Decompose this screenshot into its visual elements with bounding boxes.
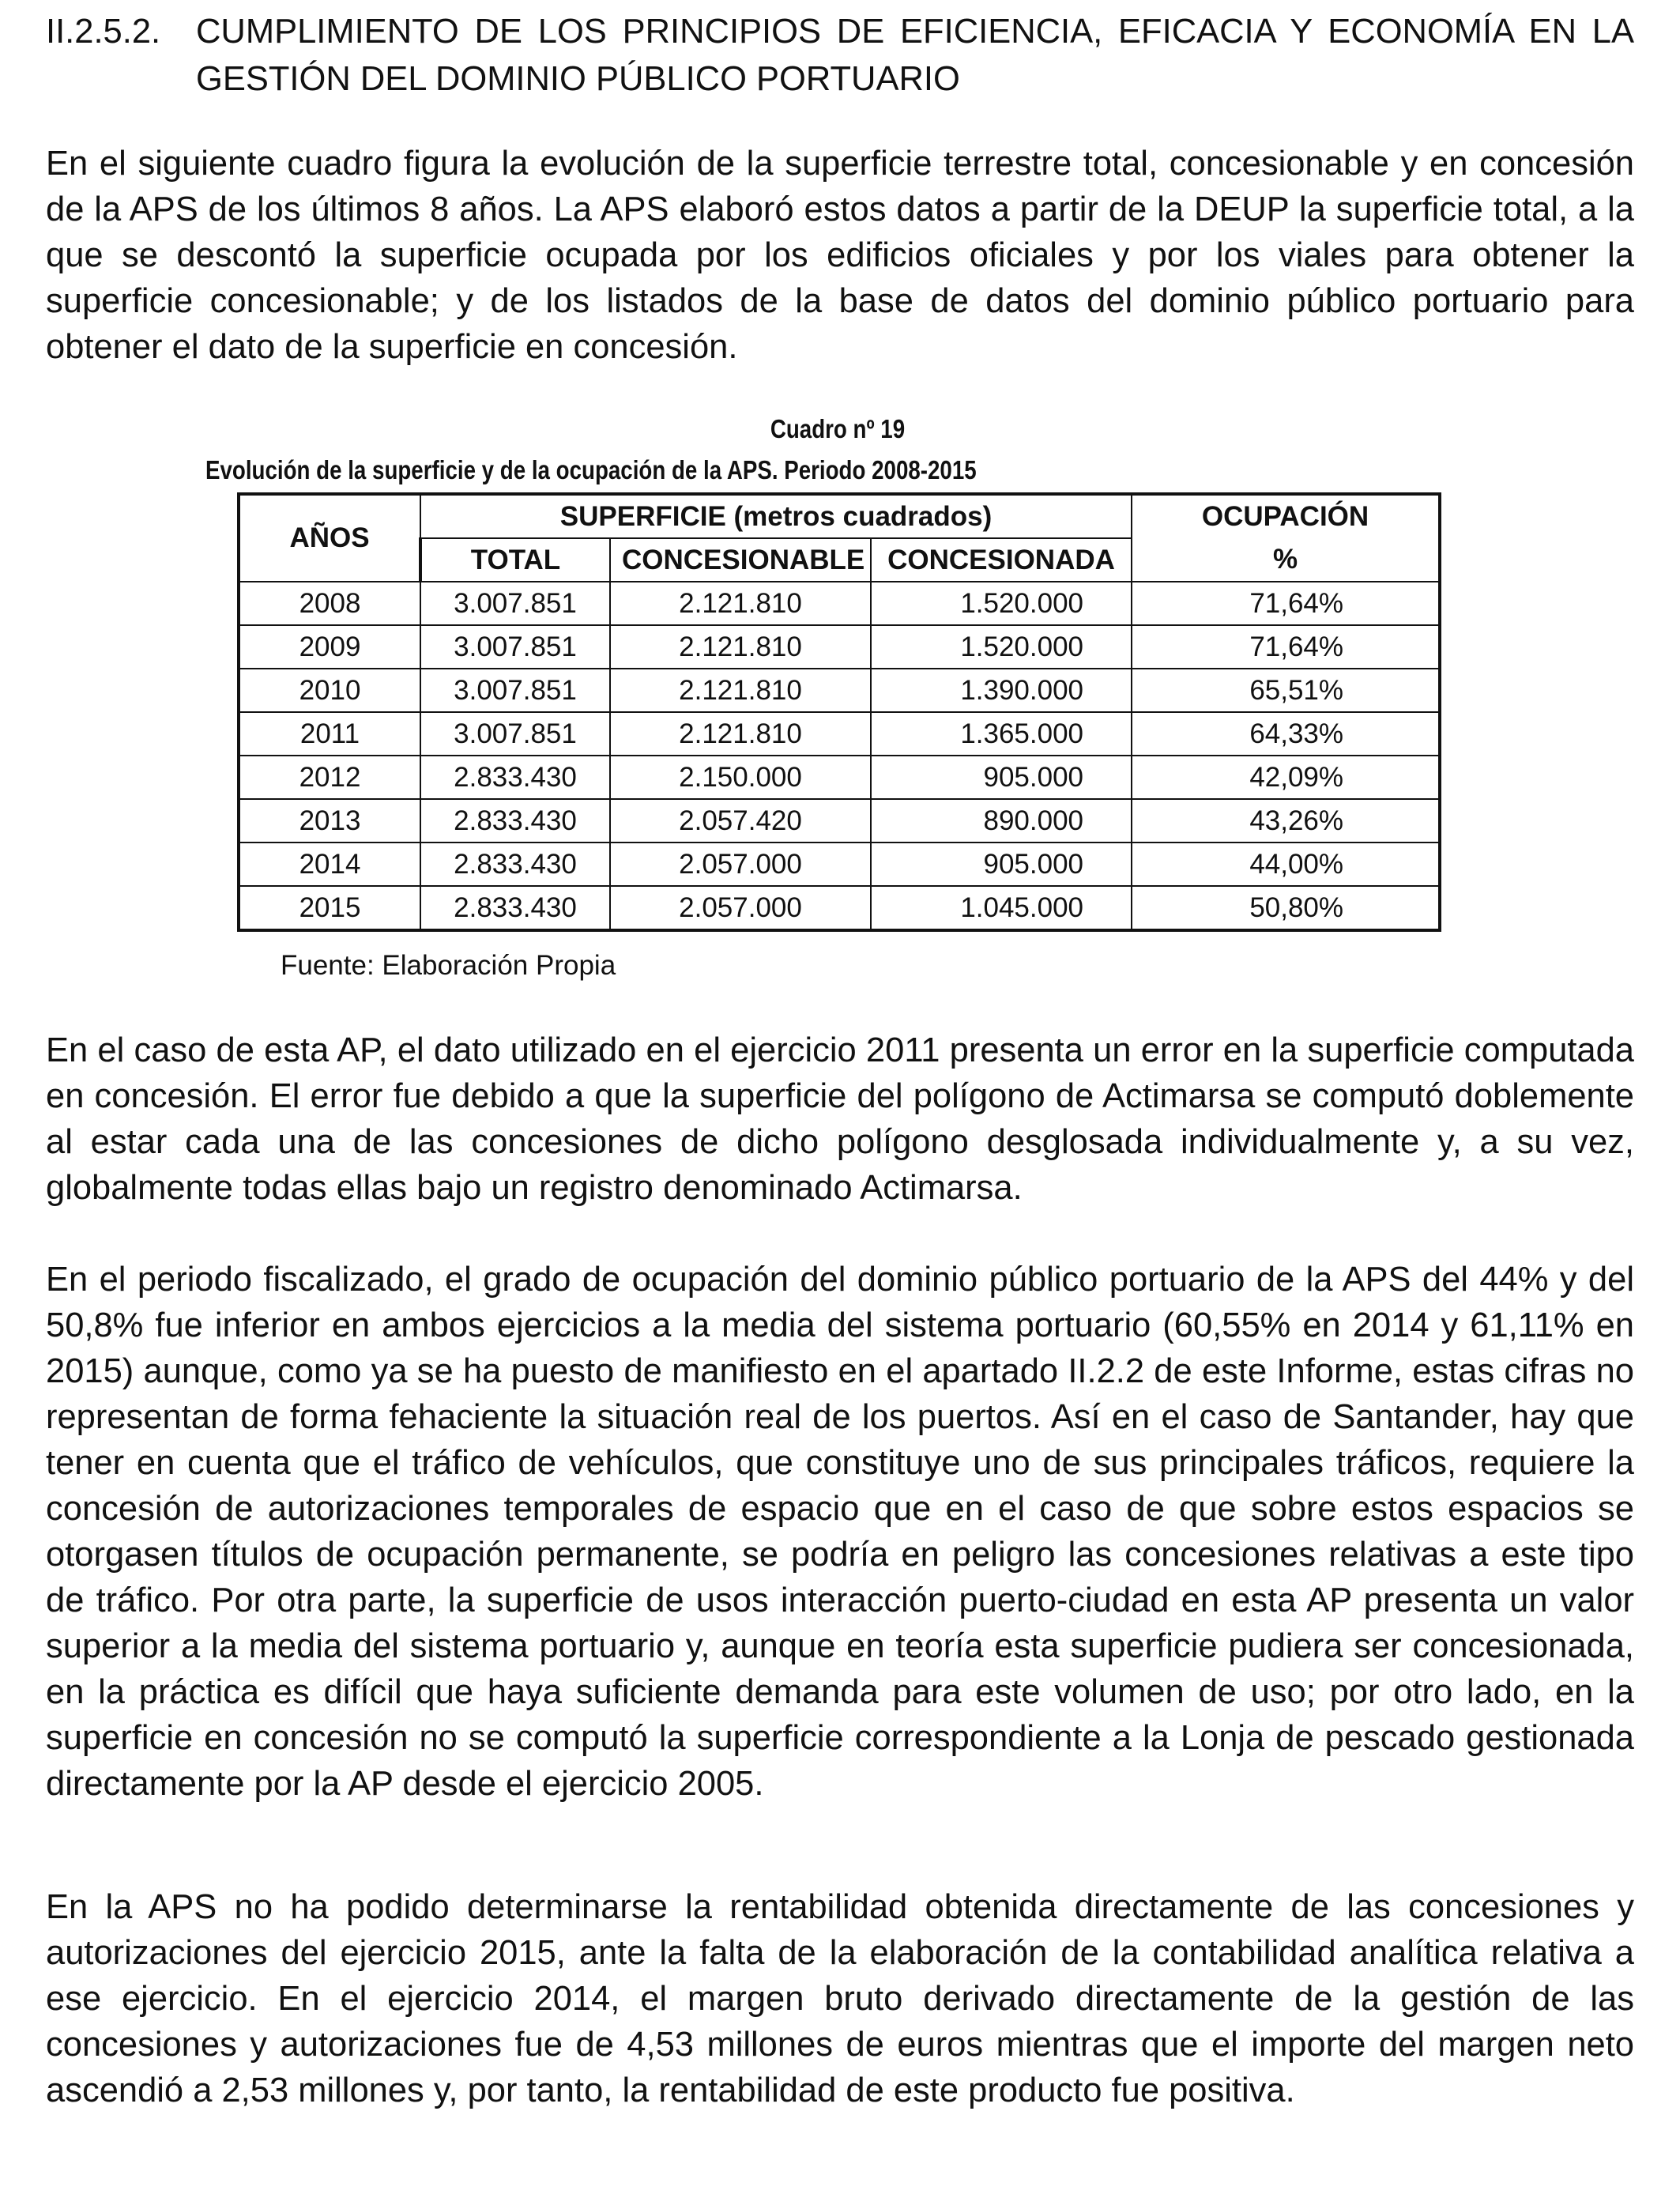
cell-concesionable: 2.057.000 [610, 843, 871, 886]
header-years: AÑOS [239, 494, 420, 582]
cell-ocupacion: 42,09% [1132, 756, 1440, 799]
section-number: II.2.5.2. [46, 13, 161, 51]
table-row [239, 756, 1440, 799]
header-occupation: OCUPACIÓN [1132, 494, 1440, 538]
cell-concesionable: 2.121.810 [610, 625, 871, 669]
cell-year: 2013 [239, 799, 420, 843]
cell-concesionada: 1.365.000 [871, 712, 1132, 756]
cell-concesionada: 1.520.000 [871, 625, 1132, 669]
header-concesionable: CONCESIONABLE [610, 538, 871, 582]
cell-concesionada: 905.000 [871, 756, 1132, 799]
section-heading [46, 8, 1634, 103]
table-source: Fuente: Elaboración Propia [281, 950, 616, 981]
cell-ocupacion: 65,51% [1132, 669, 1440, 712]
section-title: CUMPLIMIENTO DE LOS PRINCIPIOS DE EFICIENCIA, EFICACIA Y ECONOMÍA EN LA GESTIÓN DEL DOMINIO PÚBLICO PORTUARIO [196, 13, 1634, 98]
cell-ocupacion: 64,33% [1132, 712, 1440, 756]
cell-concesionable: 2.057.000 [610, 886, 871, 930]
table-row [239, 886, 1440, 930]
cell-concesionable: 2.121.810 [610, 669, 871, 712]
table-caption: Cuadro nº 19 [770, 414, 906, 443]
paragraph-rentabilidad: En la APS no ha podido determinarse la rentabilidad obtenida directamente de las concesiones y autorizaciones del ejercicio 2015, ante la falta de la elaboración de la contabilidad analítica relativa a ese ejercicio. En el ejercicio 2014, el margen bruto derivado directamente de la gestión de las concesiones y autorizaciones fue de 4,53 millones de euros mientras que el importe del margen neto ascendió a 2,53 millones y, por tanto, la rentabilidad de este producto fue positiva. [46, 1888, 1634, 2109]
cell-concesionable: 2.057.420 [610, 799, 871, 843]
paragraph-error-2011: En el caso de esta AP, el dato utilizado en el ejercicio 2011 presenta un error en la superficie computada en concesión. El error fue debido a que la superficie del polígono de Actimarsa se computó doblemente al estar cada una de las concesiones de dicho polígono desglosada individualmente y, a su vez, globalmente todas ellas bajo un registro denominado Actimarsa. [46, 1031, 1634, 1207]
cell-concesionada: 1.520.000 [871, 582, 1132, 625]
cell-ocupacion: 50,80% [1132, 886, 1440, 930]
cell-total: 2.833.430 [420, 843, 610, 886]
cell-total: 3.007.851 [420, 582, 610, 625]
paragraph-intro: En el siguiente cuadro figura la evolución de la superficie terrestre total, concesionable y en concesión de la APS de los últimos 8 años. La APS elaboró estos datos a partir de la DEUP la superficie total, a la que se descontó la superficie ocupada por los edificios oficiales y por los viales para obtener la superficie concesionable; y de los listados de la base de datos del dominio público portuario para obtener el dato de la superficie en concesión. [46, 145, 1634, 366]
cell-total: 2.833.430 [420, 756, 610, 799]
cell-year: 2008 [239, 582, 420, 625]
surface-occupation-table [237, 492, 1441, 932]
header-percent: % [1132, 538, 1440, 582]
cell-ocupacion: 43,26% [1132, 799, 1440, 843]
cell-total: 2.833.430 [420, 799, 610, 843]
cell-concesionada: 905.000 [871, 843, 1132, 886]
cell-total: 3.007.851 [420, 625, 610, 669]
cell-year: 2009 [239, 625, 420, 669]
cell-concesionada: 890.000 [871, 799, 1132, 843]
table-row [239, 669, 1440, 712]
paragraph-ocupacion: En el periodo fiscalizado, el grado de ocupación del dominio público portuario de la APS del 44% y del 50,8% fue inferior en ambos ejercicios a la media del sistema portuario (60,55% en 2014 y 61,11% en 2015) aunque, como ya se ha puesto de manifiesto en el apartado II.2.2 de este Informe, estas cifras no representan de forma fehaciente la situación real de los puertos. Así en el caso de Santander, hay que tener en cuenta que el tráfico de vehículos, que constituye uno de sus principales tráficos, requiere la concesión de autorizaciones temporales de espacio que en el caso de que sobre estos espacios se otorgasen títulos de ocupación permanente, se podría en peligro las concesiones relativas a este tipo de tráfico. Por otra parte, la superficie de usos interacción puerto-ciudad en esta AP presenta un valor superior a la media del sistema portuario y, aunque en teoría esta superficie pudiera ser concesionada, en la práctica es difícil que haya suficiente demanda para este volumen de uso; por otro lado, en la superficie en concesión no se computó la superficie correspondiente a la Lonja de pescado gestionada directamente por la AP desde el ejercicio 2005. [46, 1261, 1634, 1803]
table-row [239, 799, 1440, 843]
table-row [239, 712, 1440, 756]
cell-year: 2010 [239, 669, 420, 712]
table-subtitle: Evolución de la superficie y de la ocupación de la APS. Periodo 2008-2015 [205, 455, 977, 484]
cell-concesionada: 1.045.000 [871, 886, 1132, 930]
cell-ocupacion: 71,64% [1132, 582, 1440, 625]
cell-concesionada: 1.390.000 [871, 669, 1132, 712]
table-row [239, 843, 1440, 886]
header-concesionada: CONCESIONADA [871, 538, 1132, 582]
cell-concesionable: 2.150.000 [610, 756, 871, 799]
cell-year: 2012 [239, 756, 420, 799]
cell-total: 3.007.851 [420, 712, 610, 756]
header-surface-group: SUPERFICIE (metros cuadrados) [420, 494, 1132, 538]
cell-concesionable: 2.121.810 [610, 582, 871, 625]
cell-total: 3.007.851 [420, 669, 610, 712]
table-row [239, 582, 1440, 625]
header-total: TOTAL [420, 538, 610, 582]
cell-year: 2014 [239, 843, 420, 886]
cell-year: 2015 [239, 886, 420, 930]
cell-ocupacion: 44,00% [1132, 843, 1440, 886]
cell-ocupacion: 71,64% [1132, 625, 1440, 669]
table-row [239, 625, 1440, 669]
cell-year: 2011 [239, 712, 420, 756]
cell-concesionable: 2.121.810 [610, 712, 871, 756]
cell-total: 2.833.430 [420, 886, 610, 930]
